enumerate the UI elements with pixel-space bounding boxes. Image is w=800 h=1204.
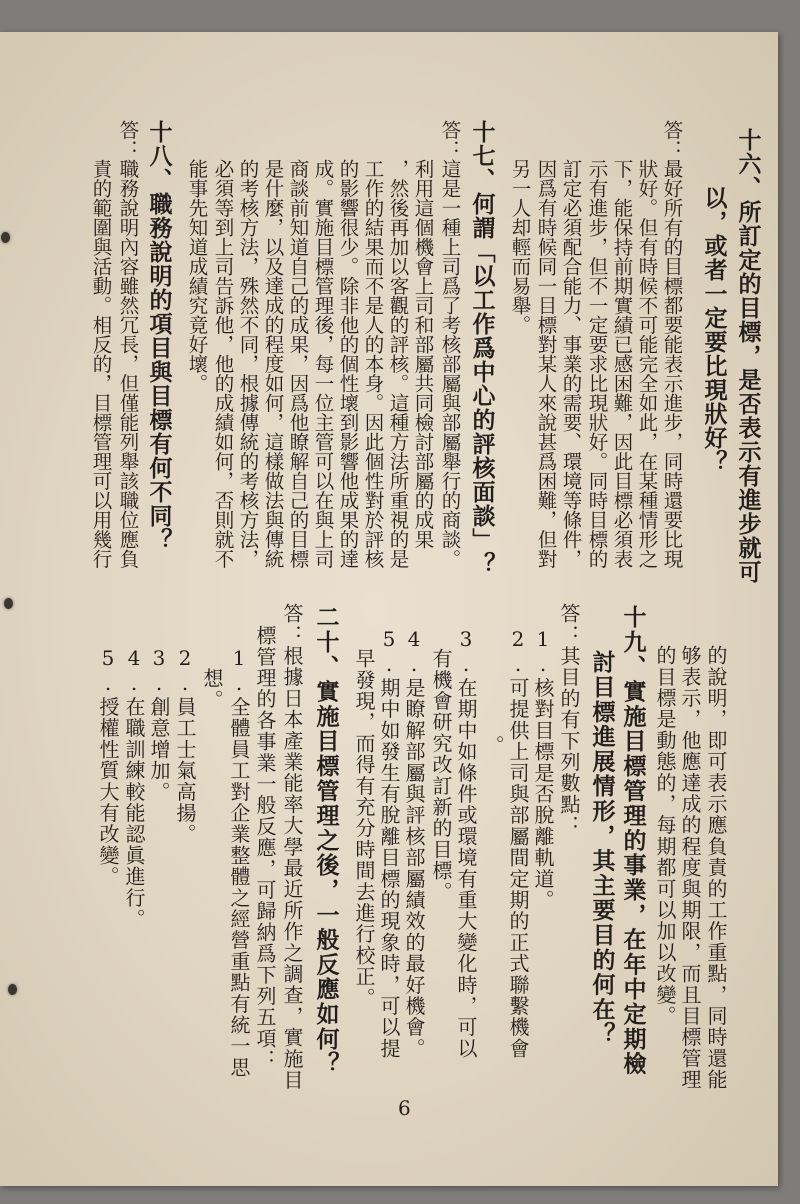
q20-item-line: 想。 — [200, 668, 224, 711]
q19-heading-line: 討目標進展情形，其主要目的何在？ — [588, 650, 616, 1047]
q19-item-line: 早發現，而得有充分時間去進行校正。 — [352, 648, 376, 1009]
q16-answer-line: 狀好。但有時候不可能完全如此，在某種情形之 — [635, 159, 659, 569]
q17-answer-line: 商談前知道自己的成果，因爲他瞭解自己的目標 — [286, 159, 310, 569]
q16-answer-line: 因爲有時候同一目標對某人來說甚爲困難，但對 — [534, 159, 558, 569]
q19-item-line: 。 — [481, 735, 505, 757]
q17-answer-line: ，然後再加以客觀的評核。這種方法所重視的是 — [386, 159, 410, 569]
q19-item-line: 3.在期中如條件或環境有重大變化時，可以 — [454, 627, 478, 1059]
q18-answer-line: 够表示，他應達成的程度與期限，而且目標管理 — [678, 645, 702, 1091]
punch-hole — [4, 598, 13, 609]
q19-item-line: 2.可提供上司與部屬間定期的正式聯繫機會 — [506, 627, 530, 1059]
page-number: 6 — [398, 1096, 411, 1120]
q18-answer-line: 責的範圍與活動。相反的，目標管理可以用幾行 — [89, 159, 113, 569]
q20-answer-line: 標管理的各事業一般反應，可歸納爲下列五項： — [253, 625, 277, 1071]
q17-answer-line: 成。實施目標管理後，每一位主管可以在與上司 — [311, 159, 335, 569]
q17-answer-line: 必須等到上司告訴他，他的成績如何，否則就不 — [211, 159, 235, 569]
q16-answer-line: 示有進步，但不一定要求比現狀好。同時目標的 — [585, 159, 609, 569]
q17-answer-line: 答：這是一種上司爲了考核部屬與部屬舉行的商談。 — [438, 120, 462, 569]
q20-item-line: 2.員工士氣高揚。 — [173, 646, 197, 845]
q20-item-line: 3.創意增加。 — [147, 646, 171, 803]
q17-answer-line: 的考核方法，殊然不同，根據傳統的考核方法， — [236, 159, 260, 569]
q20-heading-line: 二十、實施目標管理之後，一般反應如何？ — [312, 605, 340, 1077]
q16-answer-line: 答：最好所有的目標都要能表示進步，同時還要比現 — [660, 120, 684, 569]
q19-item-line: 有機會研究改訂新的目標。 — [429, 648, 453, 903]
q17-answer-line: 利用這個機會上司和部屬共同檢討部屬的成果 — [411, 159, 435, 549]
punch-hole — [8, 984, 17, 995]
q19-heading-line: 十九、實施目標管理的事業，在年中定期檢 — [619, 605, 647, 1077]
q17-answer-line: 能事先知道成績究竟好壞。 — [185, 159, 209, 393]
q20-item-line: 4.在職訓練較能認眞進行。 — [122, 646, 146, 930]
punch-hole — [1, 232, 10, 243]
q16-heading-line: 以，或者一定要比現狀好？ — [700, 186, 728, 474]
q18-answer-line: 的說明，即可表示應負責的工作重點，同時還能 — [704, 645, 728, 1091]
q19-item-line: 5.期中如發生有脫離目標的現象時，可以提 — [377, 627, 401, 1059]
q17-answer-line: 工作的結果而不是人的本身。因此個性對於評核 — [361, 159, 385, 569]
q17-answer-line: 的影響很少。除非他的個性壞到影響他成果的達 — [336, 159, 360, 569]
q20-answer-line: 答：根據日本產業能率大學最近所作之調查，實施目 — [280, 603, 304, 1091]
q19-item-line: 1.核對目標是否脫離軌道。 — [531, 627, 555, 911]
q17-answer-line: 是什麼，以及達成的程度如何，這樣做法與傳統 — [261, 159, 285, 569]
q16-heading-line: 十六、所訂定的目標，是否表示有進步就可 — [734, 128, 762, 584]
q20-item-line: 1.全體員工對企業整體之經營重點有統一思 — [227, 646, 251, 1078]
q16-answer-line: 另一人却輕而易舉。 — [508, 159, 532, 335]
q19-answer-line: 答：其目的有下列數點： — [557, 603, 581, 837]
q16-answer-line: 下，能保持前期實績已感困難，因此目標必須表 — [610, 159, 634, 569]
q18-heading-line: 十八、職務說明的項目與目標有何不同？ — [145, 120, 173, 552]
q20-item-line: 5.授權性質大有改變。 — [96, 646, 120, 888]
q17-heading-line: 十七、何謂「以工作爲中心的評核面談」？ — [468, 120, 496, 576]
q16-answer-line: 訂定必須配合能力、事業的需要、環境等條件， — [559, 159, 583, 569]
q18-answer-line: 的目標是動態的，每期都可以加以改變。 — [653, 645, 677, 1027]
q18-answer-line: 答：職務說明內容雖然冗長，但僅能列舉該職位應負 — [116, 120, 140, 569]
q19-item-line: 4.是瞭解部屬與評核部屬績效的最好機會。 — [402, 627, 426, 1059]
